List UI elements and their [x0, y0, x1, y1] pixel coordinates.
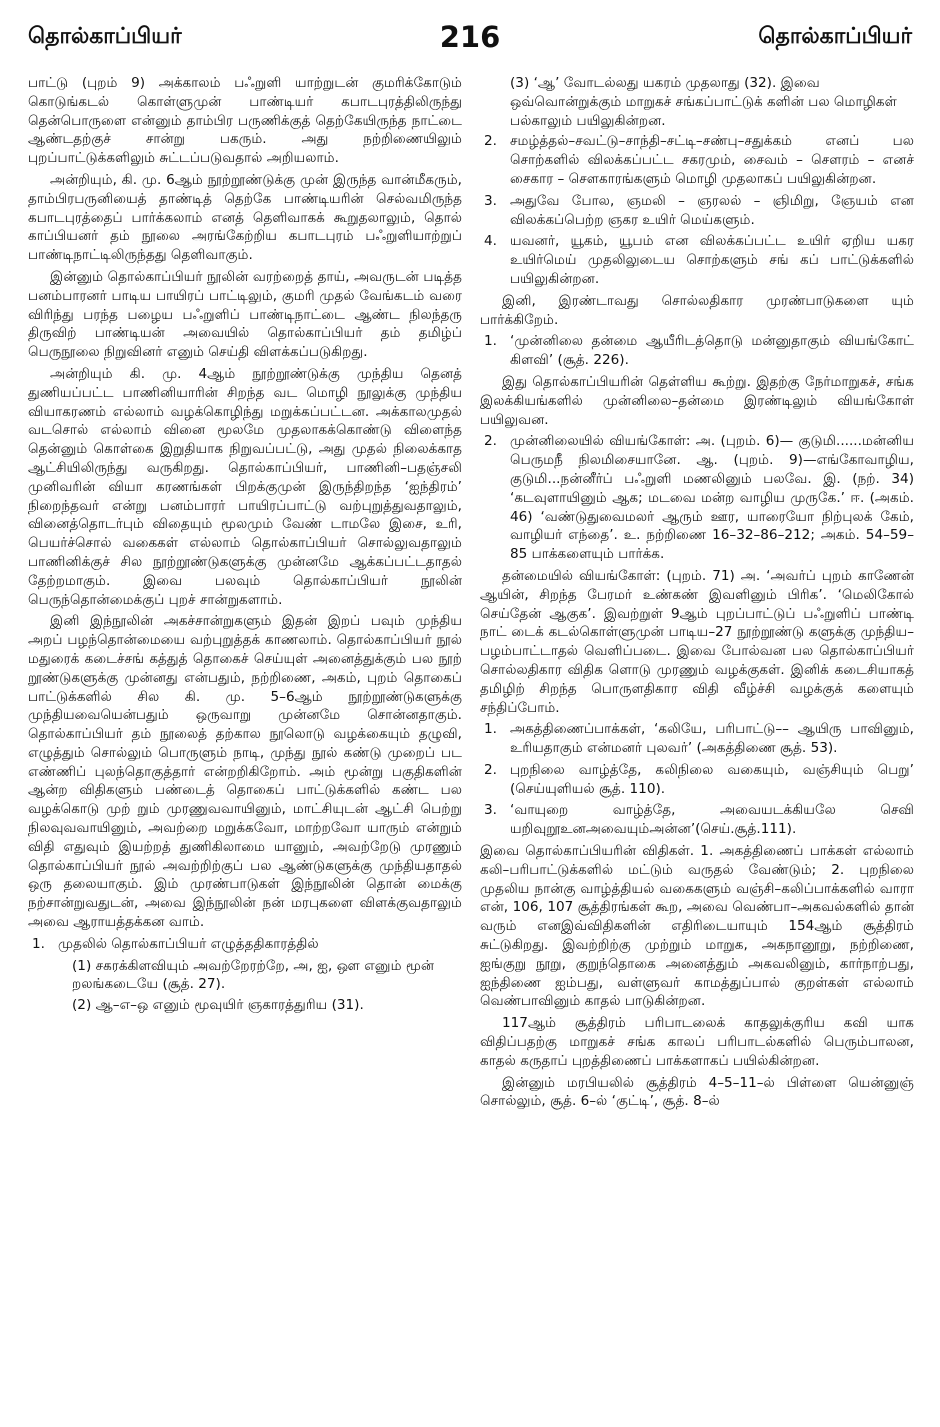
list-item — [480, 720, 914, 758]
list-number: 3. — [484, 192, 497, 209]
sub-item: (1) சகரக்கிளவியும் அவற்றேரற்றே, அ, ஐ, ஔ எனும் மூன் றலங்கடையே (சூத். 27). — [72, 957, 435, 993]
list-text: புறநிலை வாழ்த்தே, கலிநிலை வகையும், வஞ்சியும் பெறு’ (செய்யுளியல் சூத். 110). — [510, 761, 914, 797]
list-item — [480, 332, 914, 370]
list-text: முதலில் தொல்காப்பியர் எழுத்ததிகாரத்தில் — [58, 935, 319, 952]
list-item — [480, 192, 914, 230]
paragraph: இன்னும் தொல்காப்பியர் நூலின் வரற்றைத் தாய், அவருடன் படித்த பனம்பாரனர் பாடிய பாயிரப் பாட்டிலும், குமரி முதல் வேங்கடம் வரை விரிந்து பரந்த பழைய பஃறுளிப் பாண்டிநாட்டை ஆண்ட நிலந்தரு திருவிற் பாண்டியன் அவையில் தொல்காப்பியர் தம் தமிழ்ப் பெருநூலை நிறுவினர் எனும் செய்தி விளக்கப்படுகிறது. — [28, 268, 462, 361]
running-title-left: தொல்காப்பியர் — [28, 24, 182, 49]
list-number: 1. — [484, 333, 497, 350]
list-number: 3. — [484, 802, 497, 819]
paragraph: பாட்டு (புறம் 9) அக்காலம் பஃறுளி யாற்றுடன் குமரிக்கோடும் கொடுங்கடல் கொள்ளுமுன் பாண்டியர் கபாடபுரத்திலிருந்து தென்பொருளை என்னும் தாம்பிர பருணிக்குத் தெற்கேயிருந்த நாட்டை ஆண்டதற்குச் சான்று பகரும். அது நற்றிணையிலும் புறப்பாட்டுக்களிலும் சுட்டப்படுவதால் அறியலாம். — [28, 75, 462, 167]
paragraph: அன்றியும் கி. மு. 4ஆம் நூற்றூண்டுக்கு முந்திய தெனத் துணியப்பட்ட பாணினியாரின் சிறந்த வட மொழி நூலுக்கு முந்திய வியாகரணம் எல்லாம் வழக்கொழிந்து மறுக்கப்பட்டன. அக்காலமுதல் வடசொல் எல்லாம் வினை மூலமே முதலாகக்கொண்டு விளைந்த தென்னும் கொள்கை இறுதியாக நிறுவப்பட்டு, அது முதல் நிலைக்காத ஆட்சியிலிருந்து வருகிறது. தொல்காப்பியர், பாணினி–பதஞ்சலி முனிவரின் வியா கரணங்கள் பிறக்குமுன் இருந்திறந்த ‘ஐந்திரம்’ நிறைந்தவர் என்று பனம்பாரர் பாயிரப்பாட்டு வற்புறுத்துவதாலும், வினைத்தொடர்பும் விதையும் மூலமும் வேண் டாமலே இசை, உரி, பெயர்ச்சொல் வகைகள் எல்லாம் தொல்காப்பியர் சொல்லுவதாலும் பாணினிக்குச் சில நூற்றூண்டுகளுக்கு முன்னமே ஆக்கப்பட்டதாதல் தேற்றமாகும். இவை பலவும் தொல்காப்பியர் நூலின் பெருந்தொன்மைக்குப் புறச் சான்றுகளாம். — [28, 365, 462, 608]
list-number: 2. — [484, 761, 497, 778]
list-number: 1. — [32, 935, 45, 952]
list-number: 4. — [484, 233, 497, 250]
list-text: முன்னிலையில் வியங்கோள்: அ. (புறம். 6)— குடுமி......மன்னிய பெருமநீ நிலமிசையானே. ஆ. (புறம். 9)—எங்கோவாழிய, குடுமி...நன்னீர்ப் பஃறுளி மணலினும் பலவே. இ. (நற். 34) ‘கடவுளாயினும் ஆக; மடவை மன்ற வாழிய முருகே.’ ஈ. (அகம். 46) ‘வண்டுதுவைமலர் ஆரும் ஊர, யாரையோ நிற்புலக் கேம், வாழியர் எந்தை’. உ. நற்றிணை 16–32–86–212; அகம். 54–59–85 பாக்களையும் பார்க்க. — [510, 433, 914, 563]
list-text: ‘வாயுறை வாழ்த்தே, அவையடக்கியலே செவி யறிவுறூஉனஅவையும்அன்ன’(செய்.சூத்.111). — [510, 802, 914, 838]
paragraph: தன்மையில் வியங்கோள்: (புறம். 71) அ. ‘அவர்ப் புறம் காணேன் ஆயின், சிறந்த பேரமர் உண்கண் இவளினும் பிரிக’. ‘மெலிகோல் செய்தேன் ஆகுக’. இவற்றுள் 9ஆம் புறப்பாட்டுப் பஃறுளிப் பாண்டி நாட் டைக் கடல்கொள்ளுமுன் பாடிய–27 நூற்றூண்டு களுக்கு முந்திய–பழம்பாட்டாதல் வெளிப்படை. இவை போல்வன பல தொல்காப்பியர் சொல்லதிகார விதிக ளொடு முரணும் வழக்குகள். இனிக் கடைசியாகத் தமிழிற் சிறந்த பொருளதிகார விதி வீழ்ச்சி வழக்குக் களையும் சந்திப்போம். — [480, 567, 914, 716]
list-item — [480, 432, 914, 564]
paragraph: இது தொல்காப்பியரின் தெள்ளிய கூற்று. இதற்கு நேர்மாறுகச், சங்க இலக்கியங்களில் முன்னிலை–தன்மை இரண்டிலும் வியங்கோள் பயிலுவன. — [480, 373, 914, 428]
sub-item: (3) ‘ஆ’ வோடல்லது யகரம் முதலாது (32). இவை ஒவ்வொன்றுக்கும் மாறுகச் சங்கப்பாட்டுக் களின் பல மொழிகள் பல்காலும் பயிலுகின்றன. — [510, 75, 897, 129]
list-number: 2. — [484, 433, 497, 450]
paragraph: 117ஆம் சூத்திரம் பரிபாடலைக் காதலுக்குரிய கவி யாக விதிப்பதற்கு மாறுகச் சங்க காலப் பரிபாடல்களில் பெரும்பாலன, காதல் கருதாப் புறத்திணைப் பாக்களாகப் பயில்கின்றன. — [480, 1015, 914, 1069]
list-text: அகத்திணைப்பாக்கள், ‘கலியே, பரிபாட்டு–– ஆயிரு பாவினும், உரியதாகும் என்மனர் புலவர்’ (அகத்திணை சூத். 53). — [510, 721, 914, 757]
paragraph: அன்றியும், கி. மு. 6ஆம் நூற்றூண்டுக்கு முன் இருந்த வான்மீகரும், தாம்பிரபருனியைத் தாண்டித் தெற்கே பாண்டியரின் செல்வமிருந்த கபாடபுரத்தைப் பார்க்கலாம் எனத் தெளிவாகக் கூறுதலாலும், தொல் காப்பியனர் தம் நூலை அரங்கேற்றிய கபாடபுரம் பஃறுளியாற்றுப் பாண்டிநாட்டிலிருந்தது தெளிவாகும். — [28, 171, 462, 264]
paragraph: இனி, இரண்டாவது சொல்லதிகார முரண்பாடுகளை யும் பார்க்கிறேம். — [480, 292, 914, 328]
list-text: ‘முன்னிலை தன்மை ஆயீரிடத்தொடு மன்னுதாகும் வியங்கோட் கிளவி’ (சூத். 226). — [510, 333, 914, 369]
list-item — [480, 132, 914, 188]
page-header — [28, 20, 912, 64]
list-item — [480, 801, 914, 839]
sub-item: (2) ஆ–எ–ஒ எனும் மூவுயிர் ஞகாரத்துரிய (31). — [72, 997, 364, 1014]
list-text: சமழ்த்தல்–சவட்டு–சாந்தி–சட்டி–சண்பு–சதுக்கம் எனப் பல சொற்களில் விலக்கப்பட்ட சகரமும், சைவம் – சௌரம் – எனச் சைகார – சௌகாரங்களும் மொழி முதலாகப் பயிலுகின்றன. — [510, 133, 914, 187]
right-column — [480, 74, 914, 1412]
list-item — [480, 232, 914, 288]
list-text: அதுவே போல, ஞமலி – ஞரலல் – ஞிமிறு, ஞேயம் என விலக்கப்பெற்ற ஞகர உயிர் மெய்களும். — [510, 192, 914, 228]
paragraph: இவை தொல்காப்பியரின் விதிகள். 1. அகத்திணைப் பாக்கள் எல்லாம் கலி–பரிபாட்டுக்களில் மட்டும் வருதல் வேண்டும்; 2. புறநிலை முதலிய நான்கு வாழ்த்தியல் வகைகளும் வஞ்சி–கலிப்பாக்களில் வாரா என், 106, 107 சூத்திரங்கள் கூற, அவை வெண்பா–அகவல்களில் தான் வரும் எனஇவ்விதிகளின் எதிரிடையாயும் 154ஆம் சூத்திரம் சுட்டுகிறது. இவற்றிற்கு முற்றும் மாறுக, அகநானூறு, நற்றிணை, ஐங்குறு நூறு, குறுந்தொகை அனைத்தும் அகவலினும், கார்நாற்பது, ஐந்திணை ஐம்பது, வள்ளுவர் காமத்துப்பால் குறள்கள் எல்லாம் வெண்பாவினும் காதல் பாடுகின்றன. — [480, 843, 914, 1010]
list-number: 1. — [484, 721, 497, 738]
running-title-right: தொல்காப்பியர் — [758, 24, 912, 49]
list-item — [480, 761, 914, 799]
list-number: 2. — [484, 133, 497, 150]
paragraph: இன்னும் மரபியலில் சூத்திரம் 4–5–11–ல் பிள்ளை யென்னுஞ் சொல்லும், சூத். 6–ல் ‘குட்டி’, சூத். 8–ல் — [480, 1074, 914, 1110]
list-text: யவனர், யூகம், யூபம் என விலக்கப்பட்ட உயிர் ஏறிய யகர உயிர்மெய் முதலிலுடைய சொற்களும் சங் கப் பாட்டுக்களில் பயிலுகின்றன. — [510, 233, 914, 287]
left-column — [28, 74, 462, 1412]
page-number: 216 — [439, 20, 501, 54]
paragraph: இனி இந்நூலின் அகச்சான்றுகளும் இதன் இறப் பவும் முந்திய அறப் பழந்தொன்மையை வற்புறுத்தக் காணலாம். தொல்காப்பியர் நூல் மதுரைக் கடைச்சங் கத்துத் தொகைச் செய்யுள் அனைத்துக்கும் பல நூற் றூண்டுகளுக்கு முன்னது என்பதும், நற்றிணை, அகம், புறம் தொகைப் பாட்டுக்களில் சில கி. மு. 5–6ஆம் நூற்றூண்டுகளுக்கு முந்தியவையென்பதும் ஒருவாறு முன்னமே சொன்னதாகும். தொல்காப்பியர் தம் நூலைத் தற்கால நூலொடு வழக்கையும் தழுவி, எழுத்தும் சொல்லும் பொருளும் நாடி, முந்து நூல் கண்டு முறைப் பட எண்ணிப் புலந்தொகுத்தார் என்றறிகிறோம். அம் மூன்று பகுதிகளின் ஆன்ற விதிகளும் பண்டைத் தொகைப் பாட்டுக்களில் கண்ட பல வழக்கொடு முற் றும் முரணுவவாயினும், மாட்சியுடன் ஆட்சி பெற்று நிலவுவவாயினும், அவற்றை மறுக்கவோ, மாற்றவோ யாரும் என்றும் விதி எதுவும் இயற்றத் துணிகிலாமை யானும், அவற்றேடு முரணும் தொல்காப்பியர் நூல் அவற்றிற்குப் பல ஆண்டுகளுக்கு முந்தியதாதல் ஒரு தலையாகும். இம் முரண்பாடுகள் இந்நூலின் தொன் மைக்கு நற்சான்றுவதுடன், அவை இந்நூலின் நன் மரபுகளை விளக்குவதாலும் அவை ஆராயத்தக்கன வாம். — [28, 613, 462, 931]
list-item — [28, 935, 462, 954]
